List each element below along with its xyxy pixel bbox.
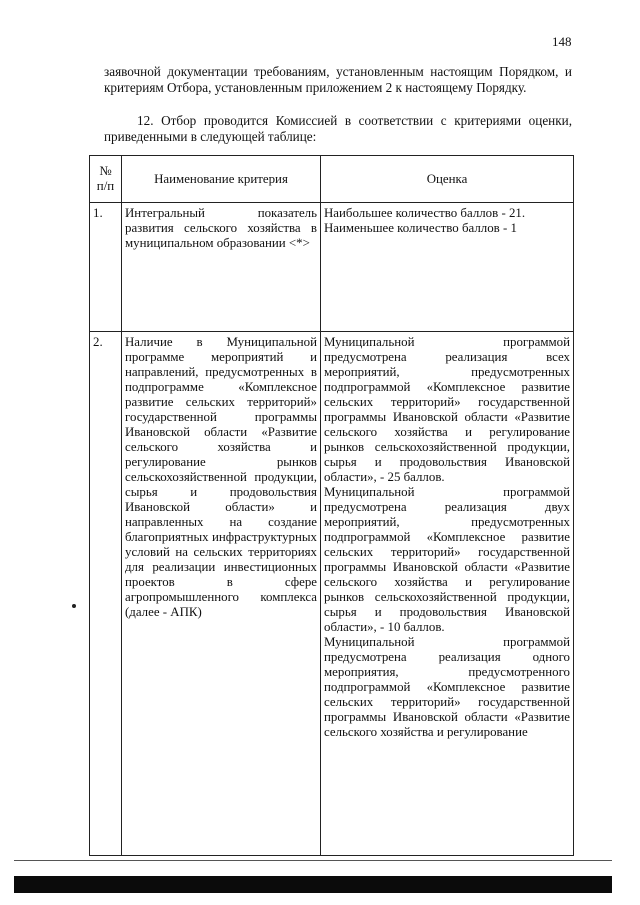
table-header-row [90,156,574,203]
scan-speck [72,604,76,608]
row-evaluation [321,332,574,856]
header-num: № п/п [90,156,122,203]
row-criterion-name: Интегральный показатель развития сельского хозяйства в муниципальном образовании <*> [122,203,321,332]
row-num: 2. [90,332,122,856]
criteria-table [89,155,574,856]
intro-paragraph-2: 12. Отбор проводится Комиссией в соответствии с критериями оценки, приведенными в следующей таблице: [104,113,572,144]
intro-paragraph-1: заявочной документации требованиям, установленным настоящим Порядком, и критериям Отбора, установленным приложением 2 к настоящему Порядку. [104,64,572,95]
row-criterion-name: Наличие в Муниципальной программе мероприятий и направлений, предусмотренных в подпрограмме «Комплексное развитие сельских территорий» государственной программы Ивановской области «Развитие сельского хозяйства и регулирование рынков сельскохозяйственной продукции, сырья и продовольствия Ивановской области» и направленных на создание благоприятных инфраструктурных условий на сельских территориях для реализации инвестиционных проектов в сфере агропромышленного комплекса (далее - АПК) [122,332,321,856]
footer-thin-rule [14,860,612,861]
row-evaluation [321,203,574,332]
evaluation-line: Наибольшее количество баллов - 21. [324,206,526,220]
table-row [90,332,574,856]
row-num: 1. [90,203,122,332]
table-row [90,203,574,332]
page-number: 148 [552,34,572,49]
evaluation-line: Наименьшее количество баллов - 1 [324,221,517,235]
header-criterion-name: Наименование критерия [122,156,321,203]
header-evaluation: Оценка [321,156,574,203]
evaluation-paragraph: Муниципальной программой предусмотрена реализация одного мероприятия, предусмотренного подпрограммой «Комплексное развитие сельских территорий» государственной программы Ивановской области «Развитие сельского хозяйства и регулирование [324,635,570,739]
footer-thick-rule [14,876,612,893]
evaluation-paragraph: Муниципальной программой предусмотрена реализация всех мероприятий, предусмотренных подпрограммой «Комплексное развитие сельских территорий» государственной программы Ивановской области «Развитие сельского хозяйства и регулирование рынков сельскохозяйственной продукции, сырья и продовольствия Ивановской области», - 25 баллов. [324,335,570,484]
evaluation-paragraph: Муниципальной программой предусмотрена реализация двух мероприятий, предусмотренных подпрограммой «Комплексное развитие сельских территорий» государственной программы Ивановской области «Развитие сельского хозяйства и регулирование рынков сельскохозяйственной продукции, сырья и продовольствия Ивановской области», - 10 баллов. [324,485,570,634]
